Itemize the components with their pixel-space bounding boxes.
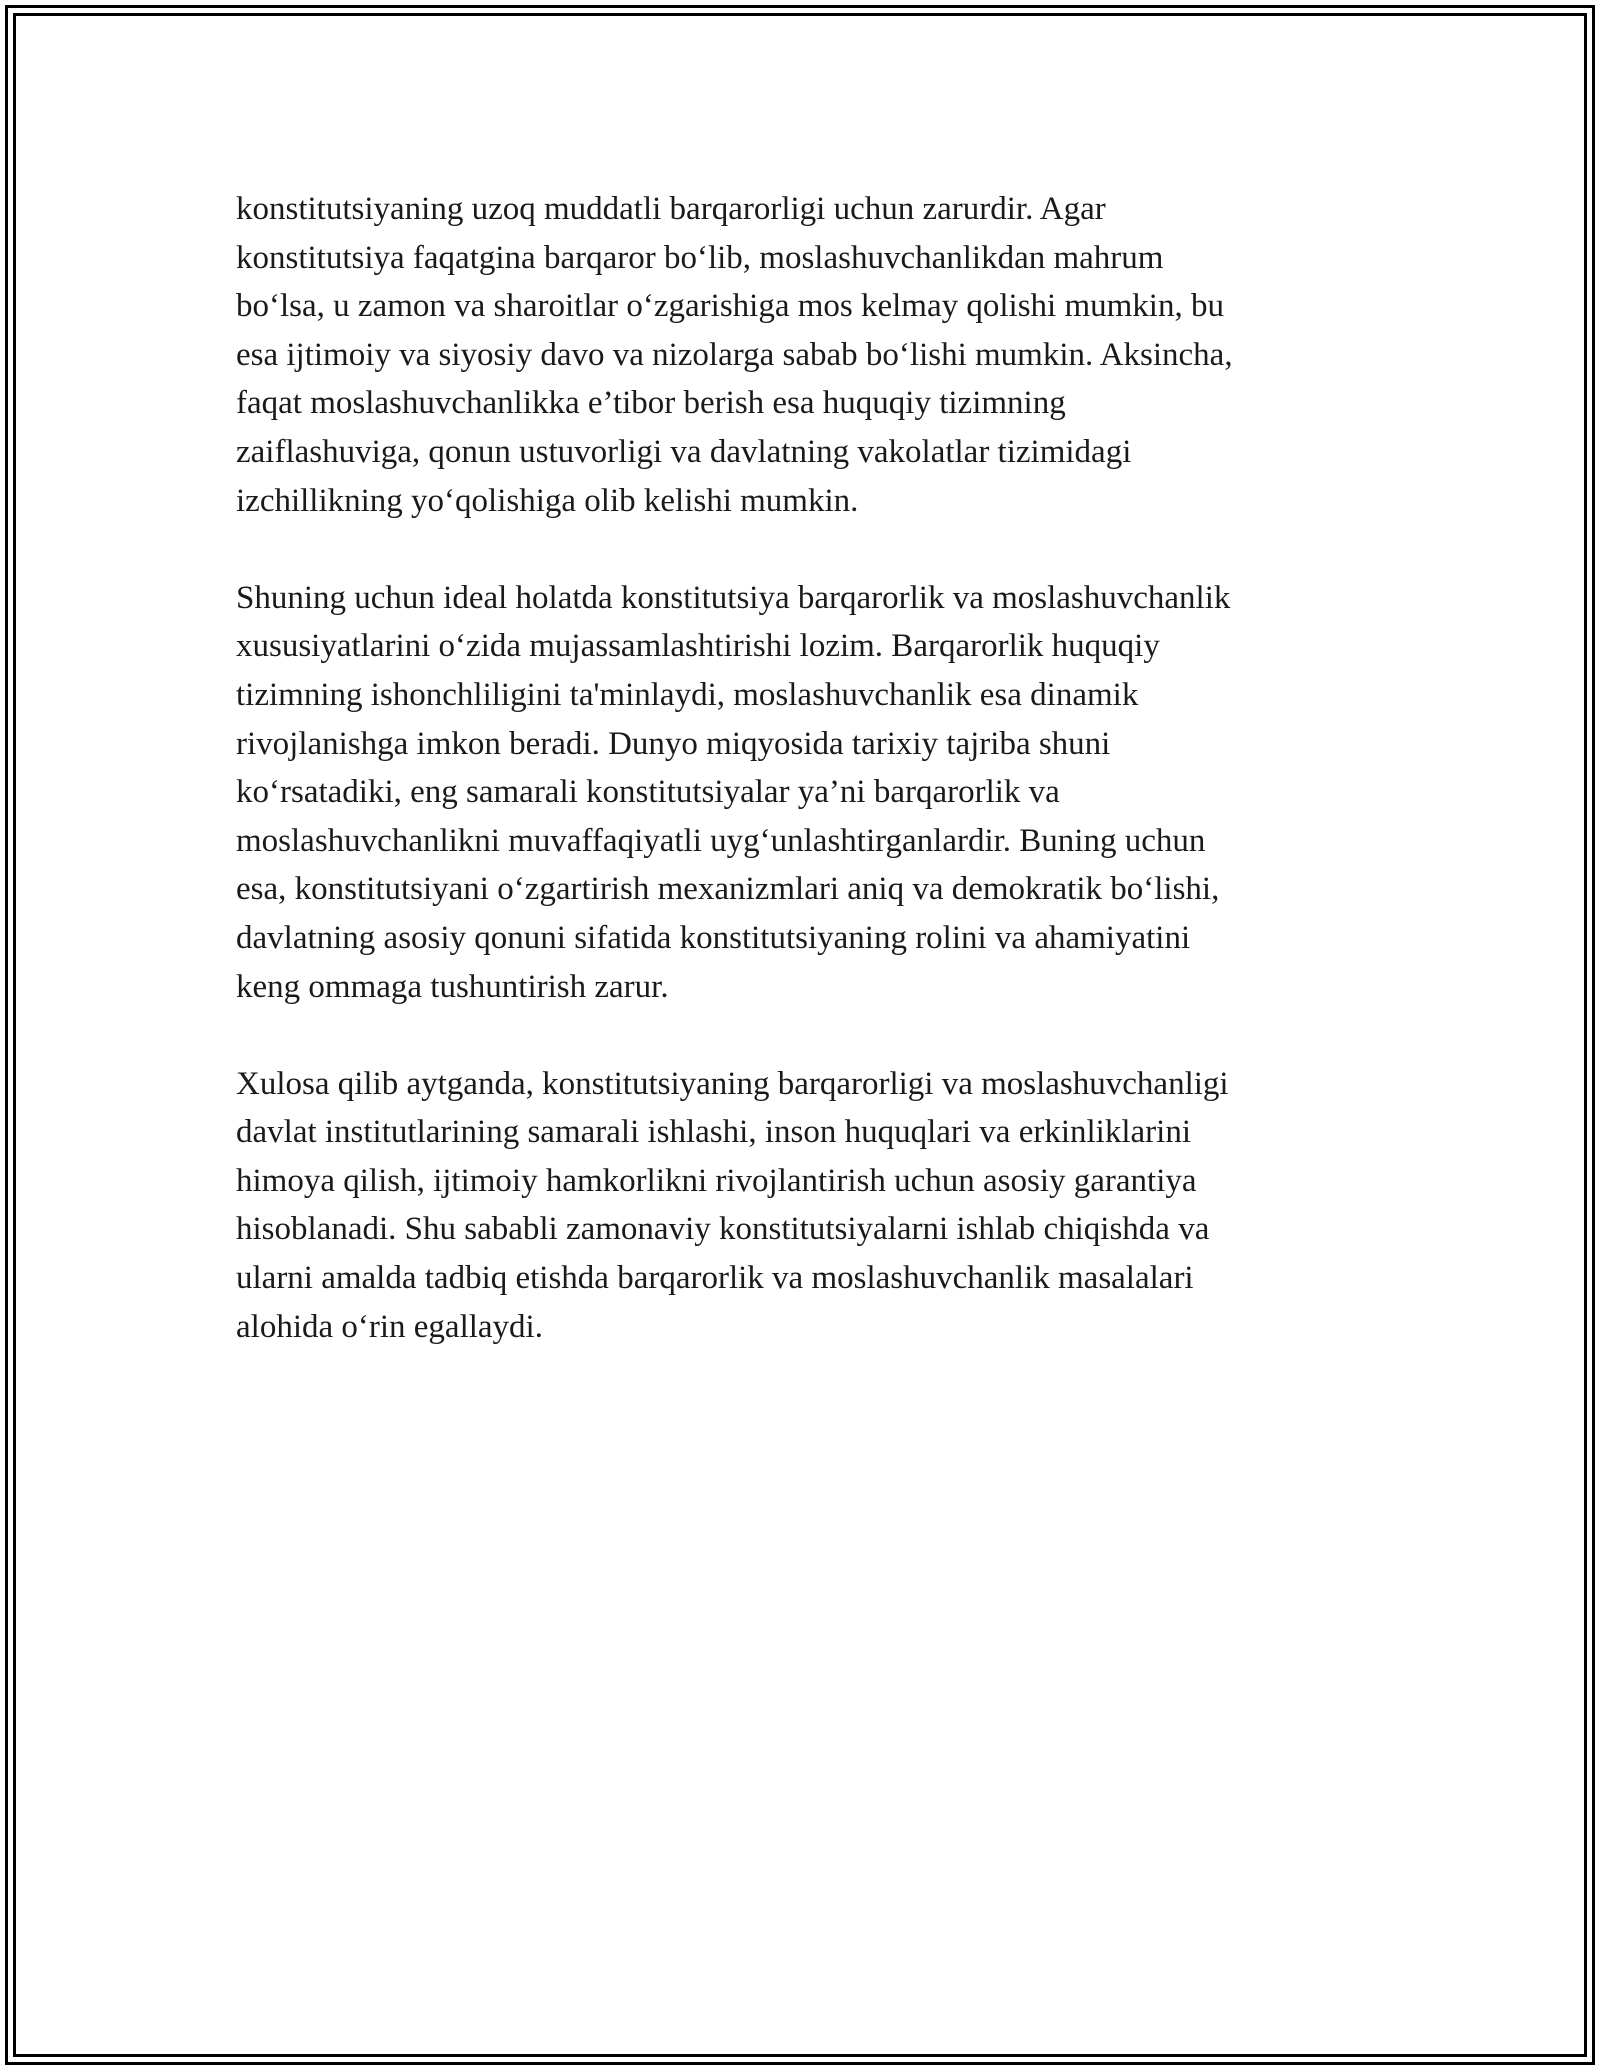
text-line: konstitutsiyaning uzoq muddatli barqarorligi uchun zarurdir. Agar: [236, 191, 1106, 227]
text-line: davlatning asosiy qonuni sifatida konstitutsiyaning rolini va ahamiyatini: [236, 919, 1191, 956]
text-line: esa ijtimoiy va siyosiy davo va nizolarga sabab bo‘lishi mumkin. Aksincha,: [236, 336, 1233, 373]
text-line: rivojlanishga imkon beradi. Dunyo miqyosida tarixiy tajriba shuni: [236, 725, 1111, 762]
text-line: izchillikning yo‘qolishiga olib kelishi mumkin.: [236, 482, 859, 519]
text-line: alohida o‘rin egallaydi.: [236, 1308, 543, 1345]
document-body: [236, 185, 1366, 1400]
text-line: xususiyatlarini o‘zida mujassamlashtirishi lozim. Barqarorlik huquqiy: [236, 628, 1160, 665]
text-line: ularni amalda tadbiq etishda barqarorlik va moslashuvchanlik masalalari: [236, 1260, 1194, 1297]
text-line: konstitutsiya faqatgina barqaror bo‘lib, moslashuvchanlikdan mahrum: [236, 239, 1164, 276]
text-line: Shuning uchun ideal holatda konstitutsiya barqarorlik va moslashuvchanlik: [236, 579, 1231, 616]
paragraph-1: [236, 185, 1366, 525]
paragraph-3: [236, 1060, 1366, 1352]
paragraph-2: [236, 574, 1366, 1011]
text-line: moslashuvchanlikni muvaffaqiyatli uyg‘unlashtirganlardir. Buning uchun: [236, 822, 1206, 859]
text-line: bo‘lsa, u zamon va sharoitlar o‘zgarishiga mos kelmay qolishi mumkin, bu: [236, 288, 1224, 325]
text-line: tizimning ishonchliligini ta'minlaydi, moslashuvchanlik esa dinamik: [236, 676, 1139, 713]
text-line: zaiflashuviga, qonun ustuvorligi va davlatning vakolatlar tizimidagi: [236, 433, 1132, 470]
text-line: faqat moslashuvchanlikka e’tibor berish esa huquqiy tizimning: [236, 385, 1066, 422]
text-line: ko‘rsatadiki, eng samarali konstitutsiyalar ya’ni barqarorlik va: [236, 774, 1060, 811]
text-line: esa, konstitutsiyani o‘zgartirish mexanizmlari aniq va demokratik bo‘lishi,: [236, 871, 1220, 908]
text-line: Xulosa qilib aytganda, konstitutsiyaning barqarorligi va moslashuvchanligi: [236, 1065, 1229, 1102]
text-line: davlat institutlarining samarali ishlashi, inson huquqlari va erkinliklarini: [236, 1114, 1191, 1151]
text-line: hisoblanadi. Shu sababli zamonaviy konstitutsiyalarni ishlab chiqishda va: [236, 1211, 1210, 1248]
text-line: himoya qilish, ijtimoiy hamkorlikni rivojlantirish uchun asosiy garantiya: [236, 1162, 1197, 1199]
text-line: keng ommaga tushuntirish zarur.: [236, 968, 669, 1005]
